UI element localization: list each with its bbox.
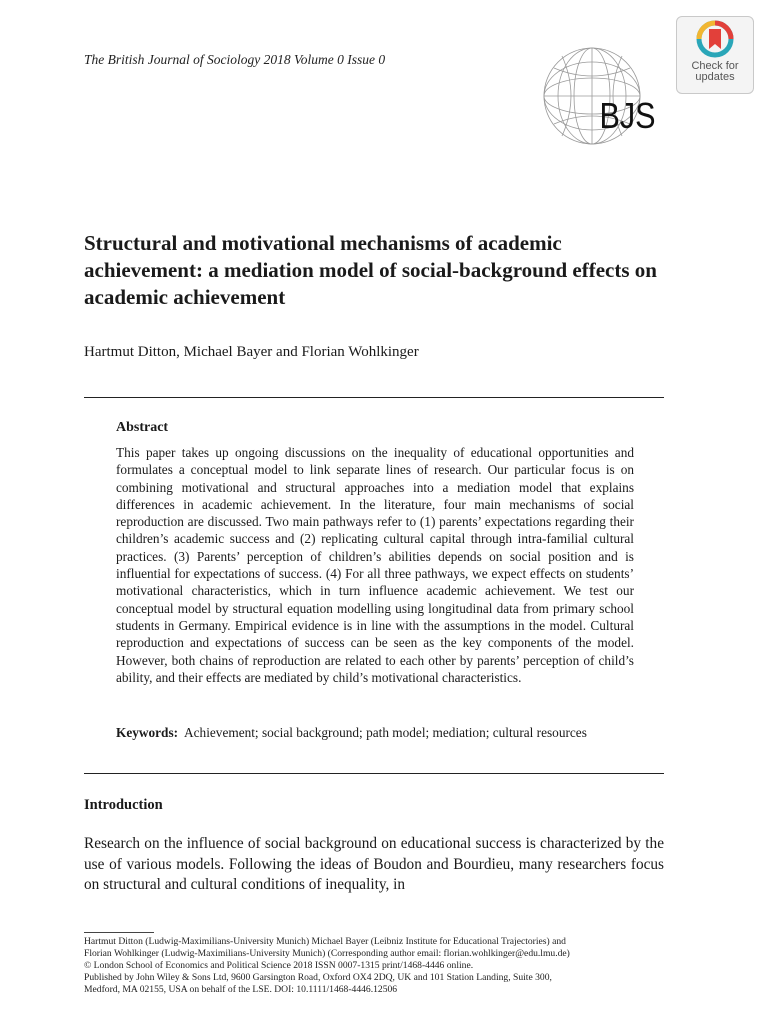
introduction-body: Research on the influence of social background on educational success is characterized by the use of various models. Following the ideas of Boudon and Bourdieu, many researchers focus on structural and cultural conditions of inequality, in [84,835,664,893]
footnote [84,936,664,996]
abstract-heading: Abstract [116,420,169,435]
check-for-updates-badge[interactable] [676,16,754,94]
footnote-line: Medford, MA 02155, USA on behalf of the LSE. DOI: 10.1111/1468-4446.12506 [84,984,398,995]
bjs-globe-logo [540,44,690,154]
footnote-line: © London School of Economics and Political Science 2018 ISSN 0007-1315 print/1468-4446 online. [84,960,474,971]
keywords-list: Achievement; social background; path model; mediation; cultural resources [184,725,587,740]
footnote-line: Hartmut Ditton (Ludwig-Maximilians-University Munich) Michael Bayer (Leibniz Institute for Educational Trajectories) and [84,936,566,947]
bjs-logo-text: BJS [599,96,656,137]
abstract-body: This paper takes up ongoing discussions on the inequality of educational opportunities and formulates a conceptual model to link separate lines of research. Our particular focus is on combining motivational and structural approaches into a mediation model that explains differences in academic achievement. In the literature, four main mechanisms of social reproduction are discussed. Two main pathways refer to (1) parents’ expectations regarding their children’s academic success and (2) replicating cultural capital through intra-familial cultural practices. (3) Parents’ perception of children’s abilities depends on social position and is influential for expectations of success. (4) For all three pathways, we expect effects on students’ motivational characteristics, which in turn influence academic achievement. We test our conceptual model by structural equation modelling using longitudinal data from primary school students in Germany. Empirical evidence is in line with the assumptions in the model. Cultural reproduction and expectations of success can be seen as the key components of the model. However, both chains of reproduction are related to each other by parents’ perception of child’s ability, and their effects are mediated by child’s motivational characteristics. [116,445,634,685]
footnote-line: Florian Wohlkinger (Ludwig-Maximilians-University Munich) (Corresponding author email: florian.wohlkinger@edu.lmu.de) [84,948,570,959]
abstract-top-rule [84,397,664,398]
article-authors: Hartmut Ditton, Michael Bayer and Florian Wohlkinger [84,344,419,360]
badge-text-line1: Check for [691,60,739,72]
badge-text-line2: updates [695,71,735,83]
article-title: Structural and motivational mechanisms of academic achievement: a mediation model of social-background effects on academic achievement [84,231,657,309]
keywords-block [116,724,634,741]
abstract-bottom-rule [84,773,664,774]
introduction-heading: Introduction [84,797,163,813]
footnote-line: Published by John Wiley & Sons Ltd, 9600 Garsington Road, Oxford OX4 2DQ, UK and 101 Station Landing, Suite 300, [84,972,552,983]
bookmark-ring-icon [677,19,753,63]
keywords-label: Keywords: [116,725,179,740]
journal-citation: The British Journal of Sociology 2018 Volume 0 Issue 0 [84,52,386,67]
footnote-rule [84,932,154,933]
